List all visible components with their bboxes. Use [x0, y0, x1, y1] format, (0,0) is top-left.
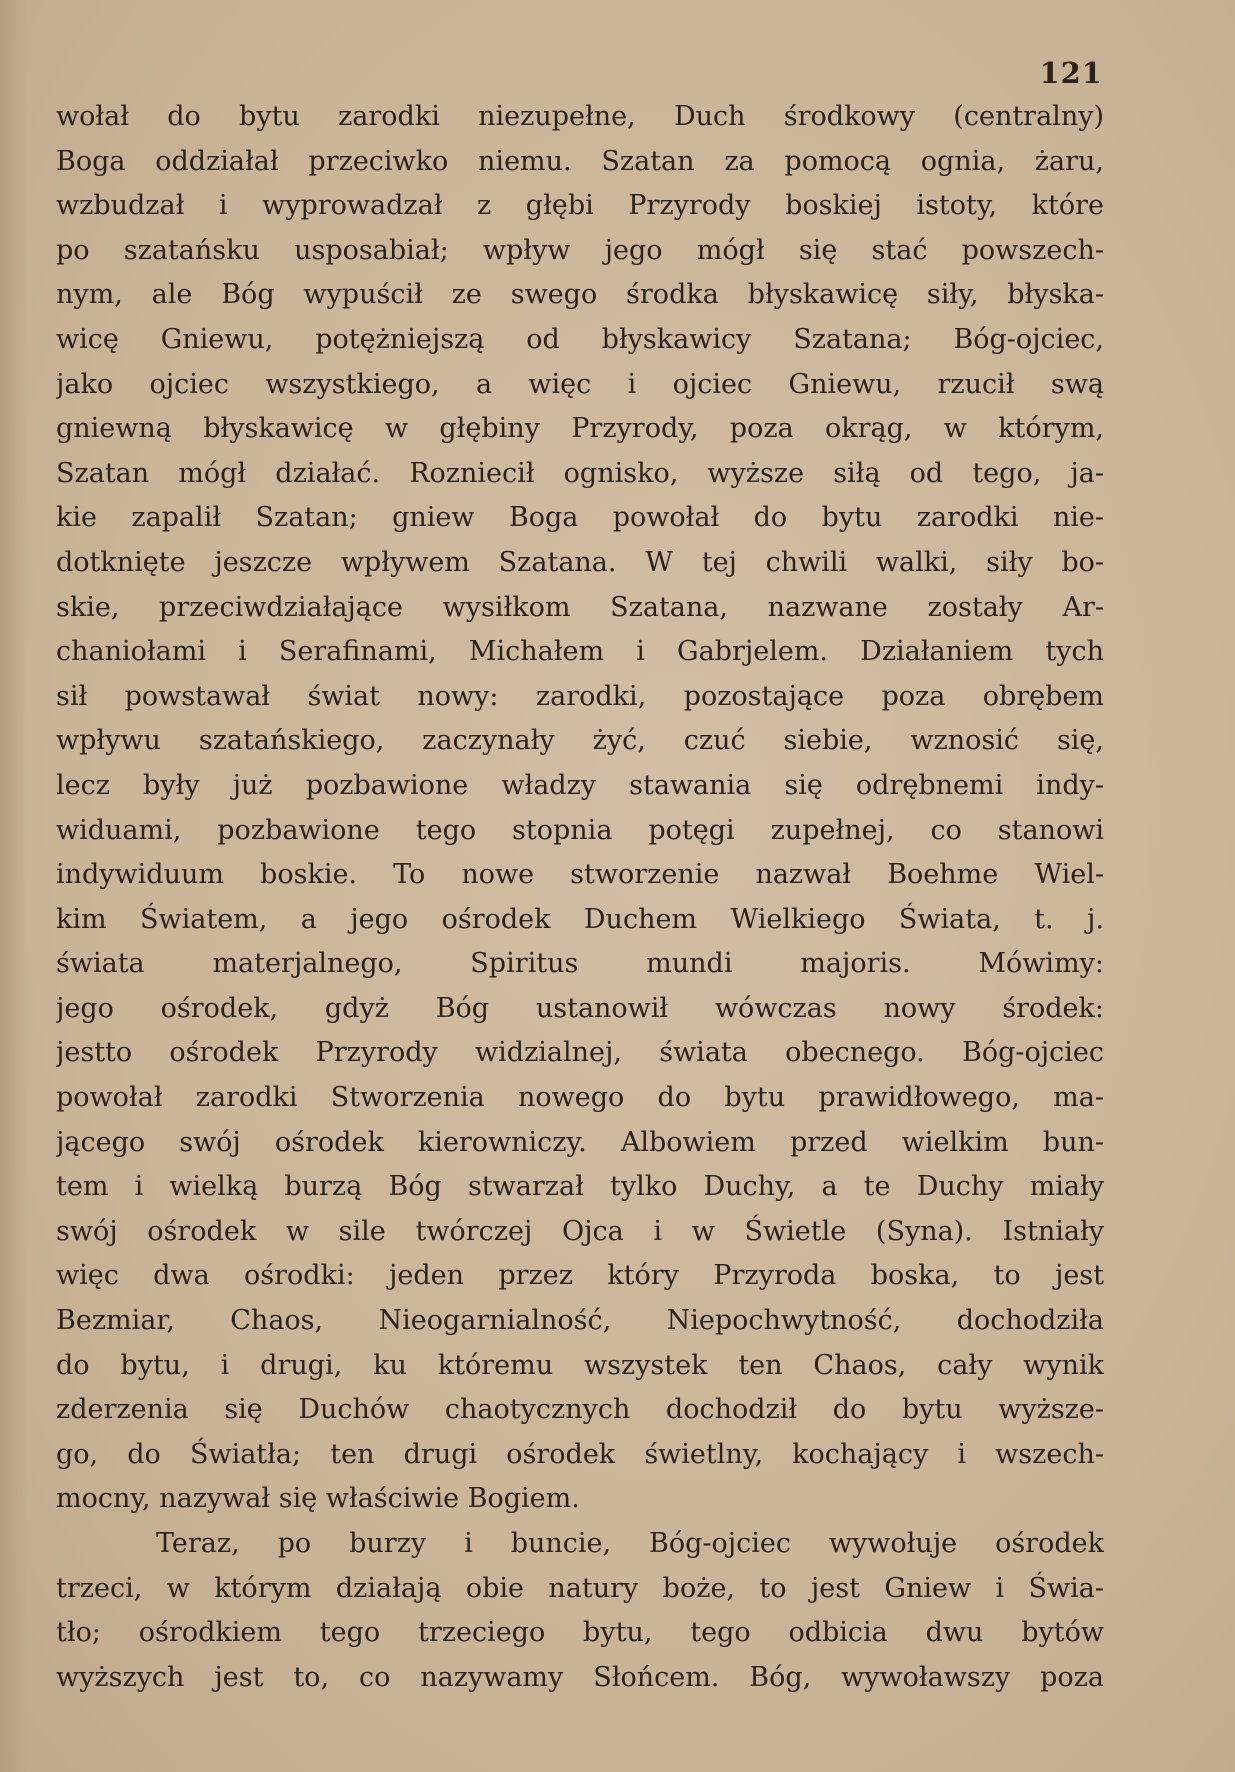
text-line: jestto ośrodek Przyrody widzialnej, świata obecnego. Bóg-ojciec: [56, 1037, 1104, 1069]
text-line: tło; ośrodkiem tego trzeciego bytu, tego odbicia dwu bytów: [56, 1617, 1104, 1649]
text-line: dotknięte jeszcze wpływem Szatana. W tej chwili walki, siły bo-: [56, 546, 1104, 578]
text-line: kie zapalił Szatan; gniew Boga powołał do bytu zarodki nie-: [56, 502, 1104, 534]
text-line: Bezmiar, Chaos, Nieogarnialność, Niepochwytność, dochodziła: [56, 1305, 1104, 1337]
text-line: go, do Światła; ten drugi ośrodek świetlny, kochający i wszech-: [56, 1438, 1104, 1470]
paragraph-first-line: Teraz, po burzy i buncie, Bóg-ojciec wywołuje ośrodek: [156, 1528, 1104, 1559]
text-line: zderzenia się Duchów chaotycznych dochodził do bytu wyższe-: [56, 1394, 1104, 1426]
text-line: wyższych jest to, co nazywamy Słońcem. Bóg, wywoławszy poza: [56, 1661, 1104, 1693]
text-line: tem i wielką burzą Bóg stwarzał tylko Duchy, a te Duchy miały: [56, 1171, 1104, 1203]
text-line: trzeci, w którym działają obie natury boże, to jest Gniew i Świa-: [56, 1572, 1104, 1604]
text-line: jako ojciec wszystkiego, a więc i ojciec Gniewu, rzucił swą: [56, 368, 1104, 400]
text-line: widuami, pozbawione tego stopnia potęgi zupełnej, co stanowi: [56, 814, 1104, 846]
text-line: chaniołami i Serafinami, Michałem i Gabrjelem. Działaniem tych: [56, 636, 1104, 668]
text-line: skie, przeciwdziałające wysiłkom Szatana, nazwane zostały Ar-: [56, 591, 1104, 623]
text-line: wpływu szatańskiego, zaczynały żyć, czuć siebie, wznosić się,: [56, 725, 1104, 757]
text-line: wzbudzał i wyprowadzał z głębi Przyrody boskiej istoty, które: [56, 190, 1104, 222]
text-line: powołał zarodki Stworzenia nowego do bytu prawidłowego, ma-: [56, 1082, 1104, 1114]
text-line: Szatan mógł działać. Rozniecił ognisko, wyższe siłą od tego, ja-: [56, 457, 1104, 489]
text-line: więc dwa ośrodki: jeden przez który Przyroda boska, to jest: [56, 1260, 1104, 1292]
text-line: świata materjalnego, Spiritus mundi majoris. Mówimy:: [56, 948, 1104, 980]
page-number: 121: [1039, 56, 1103, 90]
text-line: sił powstawał świat nowy: zarodki, pozostające poza obrębem: [56, 680, 1104, 712]
text-line: kim Światem, a jego ośrodek Duchem Wielkiego Świata, t. j.: [56, 903, 1104, 935]
text-line: lecz były już pozbawione władzy stawania się odrębnemi indy-: [56, 769, 1104, 801]
text-line: swój ośrodek w sile twórczej Ojca i w Świetle (Syna). Istniały: [56, 1215, 1104, 1247]
text-line: indywiduum boskie. To nowe stworzenie nazwał Boehme Wiel-: [56, 859, 1104, 891]
text-line: do bytu, i drugi, ku któremu wszystek ten Chaos, cały wynik: [56, 1349, 1104, 1381]
text-line: Boga oddziałał przeciwko niemu. Szatan za pomocą ognia, żaru,: [56, 145, 1104, 177]
paragraph-end-line: mocny, nazywał się właściwie Bogiem.: [56, 1483, 580, 1515]
text-line: wołał do bytu zarodki niezupełne, Duch środkowy (centralny): [56, 101, 1104, 132]
text-line: po szatańsku usposabiał; wpływ jego mógł się stać powszech-: [56, 234, 1104, 266]
text-line: gniewną błyskawicę w głębiny Przyrody, poza okrąg, w którym,: [56, 413, 1104, 445]
text-line: jącego swój ośrodek kierowniczy. Albowiem przed wielkim bun-: [56, 1126, 1104, 1158]
text-line: jego ośrodek, gdyż Bóg ustanowił wówczas nowy środek:: [56, 992, 1104, 1024]
text-line: wicę Gniewu, potężniejszą od błyskawicy Szatana; Bóg-ojciec,: [56, 323, 1104, 355]
body-text: [56, 95, 1104, 1700]
text-line: nym, ale Bóg wypuścił ze swego środka błyskawicę siły, błyska-: [56, 279, 1104, 311]
page-gutter-shadow: [0, 0, 28, 1772]
